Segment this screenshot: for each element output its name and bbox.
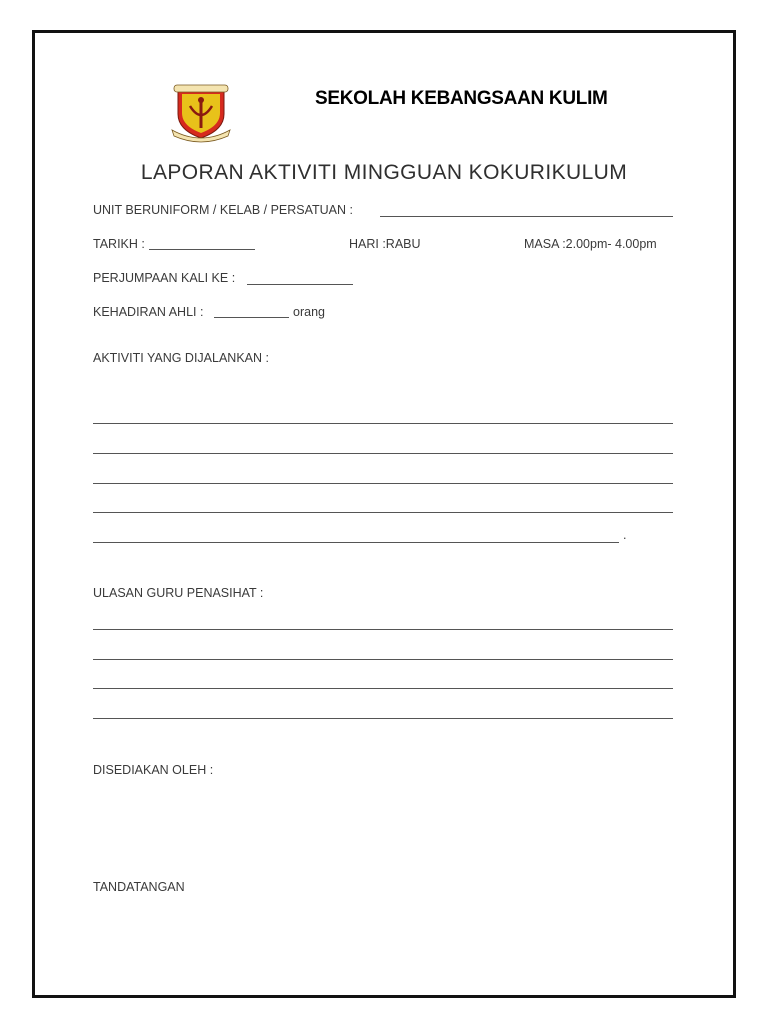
aktiviti-line[interactable] [93, 483, 673, 484]
tarikh-field[interactable] [149, 249, 255, 250]
tandatangan-label: TANDATANGAN [93, 880, 185, 894]
aktiviti-line[interactable] [93, 453, 673, 454]
ulasan-label: ULASAN GURU PENASIHAT : [93, 586, 264, 600]
aktiviti-line[interactable] [93, 423, 673, 424]
school-crest-icon [168, 84, 234, 144]
perjumpaan-label: PERJUMPAAN KALI KE : [93, 271, 236, 285]
school-name: SEKOLAH KEBANGSAAN KULIM [315, 88, 608, 109]
unit-label: UNIT BERUNIFORM / KELAB / PERSATUAN : [93, 203, 353, 217]
kehadiran-label: KEHADIRAN AHLI : [93, 305, 204, 319]
ulasan-line[interactable] [93, 718, 673, 719]
kehadiran-unit: orang [293, 305, 325, 319]
ulasan-line[interactable] [93, 688, 673, 689]
aktiviti-end-mark: . [623, 528, 627, 542]
masa-label: MASA :2.00pm- 4.00pm [524, 237, 657, 251]
kehadiran-field[interactable] [214, 317, 289, 318]
aktiviti-line[interactable] [93, 542, 619, 543]
report-title: LAPORAN AKTIVITI MINGGUAN KOKURIKULUM [140, 161, 628, 184]
aktiviti-label: AKTIVITI YANG DIJALANKAN : [93, 351, 269, 365]
disediakan-label: DISEDIAKAN OLEH : [93, 763, 214, 777]
tarikh-label: TARIKH : [93, 237, 145, 251]
perjumpaan-field[interactable] [247, 284, 353, 285]
ulasan-line[interactable] [93, 629, 673, 630]
unit-field[interactable] [380, 216, 673, 217]
ulasan-line[interactable] [93, 659, 673, 660]
hari-label: HARI :RABU [349, 237, 421, 251]
aktiviti-line[interactable] [93, 512, 673, 513]
